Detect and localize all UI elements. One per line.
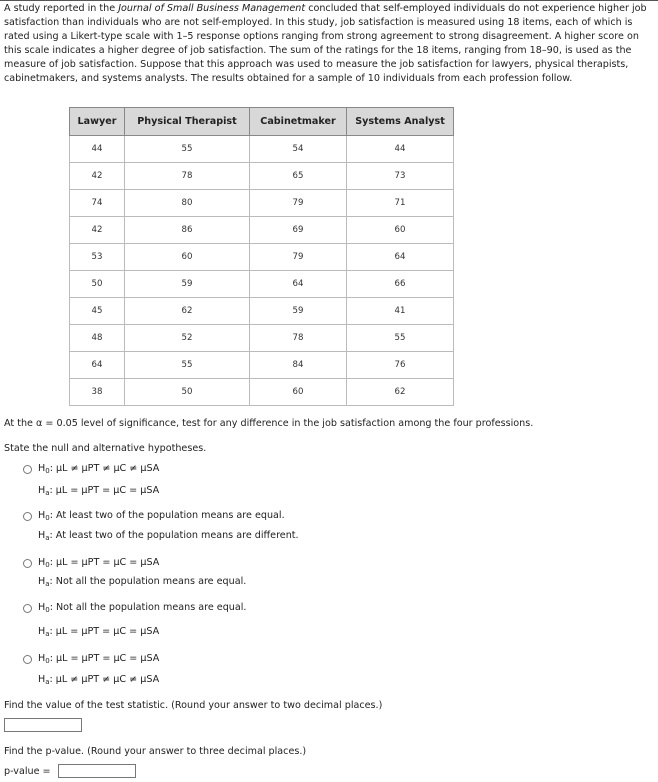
table-cell: 84: [250, 352, 347, 379]
journal-title: Journal of Small Business Management: [118, 3, 306, 14]
intro-text-rest: concluded that self-employed individuals do not experience higher job satisfaction than individuals who are not self-employed. In this study, job satisfaction is measured using 18 items, each of which is rated using a Likert-type scale with 1–5 response options ranging from strong agreement to strong disagreement. A higher score on this scale indicates a higher degree of job satisfaction. The sum of the ratings for the 18 items, ranging from 18–90, is used as the measure of job satisfaction. Suppose that this approach was used to measure the job satisfaction for lawyers, physical therapists, cabinetmakers, and systems analysts. The results obtained for a sample of 10 individuals from each profession follow.: [4, 3, 647, 84]
table-cell: 76: [347, 352, 454, 379]
table-cell: 38: [70, 379, 125, 406]
table-cell: 62: [125, 298, 250, 325]
table-row: [70, 217, 454, 244]
h-subscript: 0: [45, 606, 50, 614]
h-symbol: H: [38, 530, 46, 541]
table-cell: 42: [70, 217, 125, 244]
table-cell: 45: [70, 298, 125, 325]
hypothesis-text: : At least two of the population means are different.: [49, 530, 299, 541]
h-symbol: H: [38, 463, 46, 474]
option-3-alt-hypothesis: [38, 576, 246, 587]
header-systems-analyst: Systems Analyst: [347, 108, 454, 136]
h-symbol: H: [38, 485, 46, 496]
h-symbol: H: [38, 653, 46, 664]
significance-question: At the α = 0.05 level of significance, test for any difference in the job satisfaction among the four professions.: [4, 418, 534, 429]
table-cell: 71: [347, 190, 454, 217]
h-subscript: a: [45, 678, 50, 686]
option-3-null-hypothesis: [38, 557, 159, 568]
table-cell: 74: [70, 190, 125, 217]
table-cell: 55: [125, 352, 250, 379]
table-cell: 48: [70, 325, 125, 352]
option-1-radio[interactable]: [23, 465, 32, 474]
p-value-input[interactable]: [58, 764, 136, 778]
table-cell: 66: [347, 271, 454, 298]
h-subscript: 0: [45, 561, 50, 569]
table-cell: 64: [347, 244, 454, 271]
intro-text-start: A study reported in the: [4, 3, 119, 14]
h-subscript: 0: [45, 514, 50, 522]
hypothesis-text: : μL = μPT = μC = μSA: [49, 557, 160, 568]
hypothesis-text: : μL ≠ μPT ≠ μC ≠ μSA: [49, 463, 160, 474]
h-symbol: H: [38, 626, 46, 637]
option-3-radio[interactable]: [23, 559, 32, 568]
h-subscript: 0: [45, 657, 50, 665]
option-2-radio[interactable]: [23, 512, 32, 521]
test-statistic-prompt: Find the value of the test statistic. (Round your answer to two decimal places.): [4, 700, 383, 711]
table-cell: 54: [250, 136, 347, 163]
table-cell: 78: [250, 325, 347, 352]
table-cell: 53: [70, 244, 125, 271]
option-5-radio[interactable]: [23, 655, 32, 664]
problem-statement: [4, 2, 656, 86]
table-header-row: [70, 108, 454, 136]
header-lawyer: Lawyer: [70, 108, 125, 136]
hypotheses-prompt: State the null and alternative hypotheses.: [4, 443, 207, 454]
table-cell: 59: [125, 271, 250, 298]
table-row: [70, 136, 454, 163]
header-physical-therapist: Physical Therapist: [125, 108, 250, 136]
data-table: [69, 107, 454, 406]
table-cell: 55: [347, 325, 454, 352]
table-cell: 65: [250, 163, 347, 190]
hypothesis-text: : Not all the population means are equal.: [49, 576, 247, 587]
table-cell: 59: [250, 298, 347, 325]
h-subscript: a: [45, 630, 50, 638]
table-row: [70, 325, 454, 352]
hypothesis-text: : Not all the population means are equal.: [49, 602, 247, 613]
table-cell: 64: [250, 271, 347, 298]
p-value-prompt: Find the p-value. (Round your answer to three decimal places.): [4, 746, 307, 757]
table-cell: 52: [125, 325, 250, 352]
h-subscript: a: [45, 489, 50, 497]
table-cell: 78: [125, 163, 250, 190]
table-row: [70, 163, 454, 190]
table-cell: 55: [125, 136, 250, 163]
h-symbol: H: [38, 557, 46, 568]
table-cell: 69: [250, 217, 347, 244]
hypothesis-text: : μL = μPT = μC = μSA: [49, 626, 160, 637]
hypothesis-text: : μL = μPT = μC = μSA: [49, 485, 160, 496]
p-value-label: p-value =: [4, 766, 51, 777]
option-1-alt-hypothesis: [38, 485, 159, 496]
table-row: [70, 352, 454, 379]
table-row: [70, 244, 454, 271]
table-cell: 60: [250, 379, 347, 406]
table-row: [70, 298, 454, 325]
option-5-null-hypothesis: [38, 653, 159, 664]
table-cell: 62: [347, 379, 454, 406]
table-cell: 60: [125, 244, 250, 271]
table-row: [70, 190, 454, 217]
option-5-alt-hypothesis: [38, 674, 159, 685]
table-cell: 64: [70, 352, 125, 379]
table-cell: 86: [125, 217, 250, 244]
option-2-null-hypothesis: [38, 510, 285, 521]
h-symbol: H: [38, 510, 46, 521]
table-cell: 44: [347, 136, 454, 163]
table-cell: 73: [347, 163, 454, 190]
table-cell: 50: [70, 271, 125, 298]
table-cell: 79: [250, 190, 347, 217]
option-2-alt-hypothesis: [38, 530, 299, 541]
option-4-alt-hypothesis: [38, 626, 159, 637]
table-cell: 79: [250, 244, 347, 271]
table-cell: 80: [125, 190, 250, 217]
h-subscript: 0: [45, 467, 50, 475]
table-cell: 60: [347, 217, 454, 244]
option-4-radio[interactable]: [23, 604, 32, 613]
h-symbol: H: [38, 602, 46, 613]
top-divider: [0, 0, 658, 1]
h-symbol: H: [38, 674, 46, 685]
hypothesis-text: : μL = μPT = μC = μSA: [49, 653, 160, 664]
h-subscript: a: [45, 534, 50, 542]
table-cell: 44: [70, 136, 125, 163]
header-cabinetmaker: Cabinetmaker: [250, 108, 347, 136]
hypothesis-text: : At least two of the population means are equal.: [49, 510, 285, 521]
hypothesis-text: : μL ≠ μPT ≠ μC ≠ μSA: [49, 674, 160, 685]
h-subscript: a: [45, 580, 50, 588]
option-4-null-hypothesis: [38, 602, 246, 613]
table-cell: 50: [125, 379, 250, 406]
table-row: [70, 379, 454, 406]
table-row: [70, 271, 454, 298]
h-symbol: H: [38, 576, 46, 587]
table-cell: 41: [347, 298, 454, 325]
option-1-null-hypothesis: [38, 463, 159, 474]
test-statistic-input[interactable]: [4, 718, 82, 732]
table-cell: 42: [70, 163, 125, 190]
